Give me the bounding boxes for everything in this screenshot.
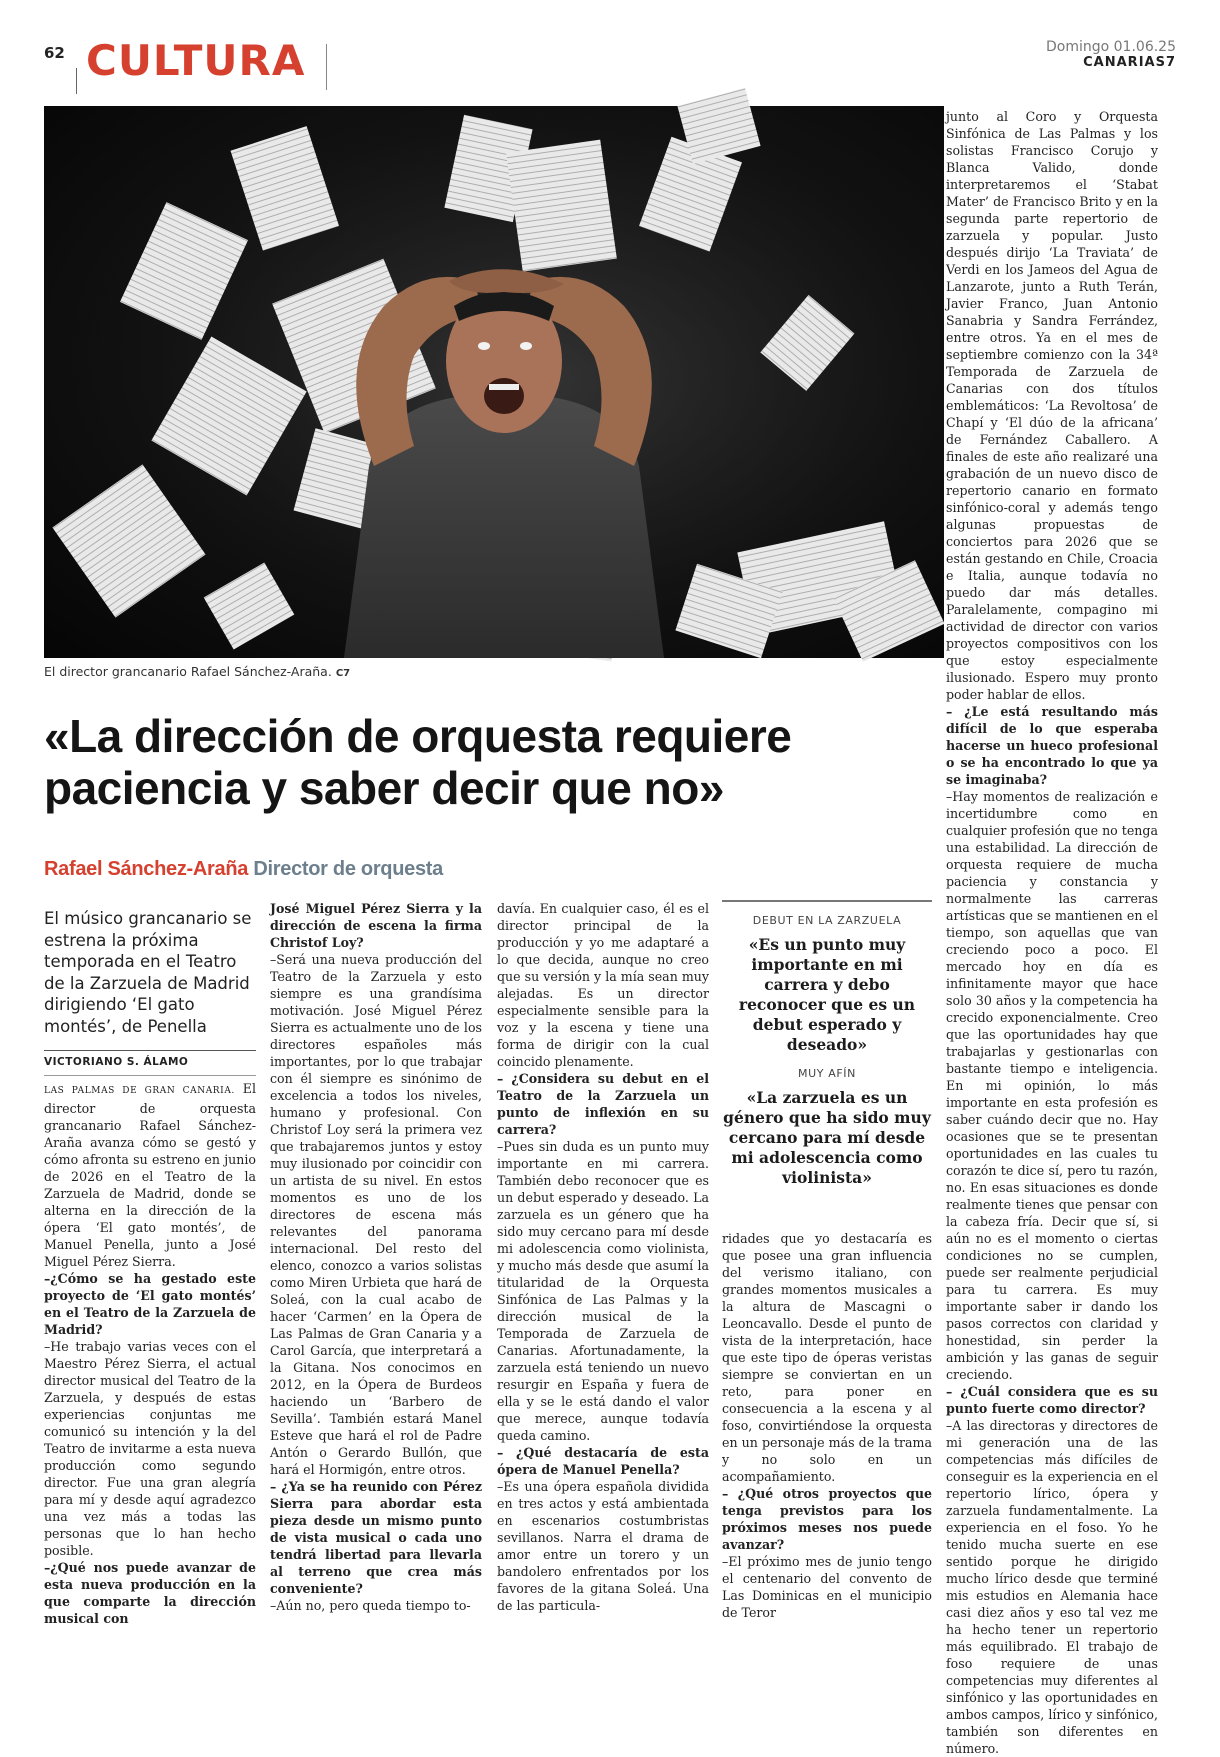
pull-quote: «La zarzuela es un género que ha sido muy cercano para mí desde mi adolescencia como violinista» — [723, 1088, 931, 1187]
answer: –A las directoras y directores de mi generación una de las competencias más difíciles de conseguir es la experiencia en el repertorio lírico, ópera y zarzuela fundamentalmente. La experiencia en el foso. Yo he tenido mucha suerte en ese sentido porque he dirigido mucho lírico desde que terminé mis estudios en Alemania hace casi diez años y eso tal vez me ha hecho tener un repertorio más equilibrado. El trabajo de foso requiere de unas competencias muy diferentes al sinfónico y las oportunidades en ambos campos, lírico y sinfónico, también son diferentes en número. — [946, 1418, 1158, 1756]
question: –¿Qué nos puede avanzar de esta nueva producción en la que comparte la dirección musical con — [44, 1560, 256, 1626]
body-column-4 — [722, 1230, 932, 1621]
photo-caption — [44, 664, 350, 679]
question: – ¿Cuál considera que es su punto fuerte como director? — [946, 1384, 1158, 1416]
answer: –El próximo mes de junio tengo el centenario del convento de Las Dominicas en el municipio de Teror — [722, 1554, 932, 1620]
author-divider-top — [44, 1050, 256, 1051]
interviewee-role: Director de orquesta — [253, 858, 443, 880]
answer: –Será una nueva producción del Teatro de la Zarzuela y esto siempre es una grandísima motivación. José Miguel Pérez Sierra es actualmente uno de los directores españoles más importantes, por lo que trabajar con él siempre es sinónimo de excelencia a todos los niveles, humano y profesional. Con Christof Loy será la primera vez que trabajaremos juntos y estoy muy ilusionado por coincidir con un artista de su nivel. En estos momentos es uno de los directores de escena más relevantes del panorama internacional. Del resto del elenco, conozco a varios solistas como Miren Urbieta que hará de Soleá, con la cual acabo de hacer ‘Carmen’ en la Ópera de Las Palmas de Gran Canaria y a Carol García, que interpretará a la Gitana. Nos conocimos en 2012, en la Ópera de Burdeos haciendo un ‘Barbero de Sevilla’. También estará Manel Esteve que hará el rol de Padre Antón o Gerardo Bullón, que hará el Hormigón, entre otros. — [270, 952, 482, 1477]
newspaper-name: CANARIAS7 — [1083, 55, 1176, 70]
dateline: LAS PALMAS DE GRAN CANARIA. — [44, 1086, 235, 1096]
sidebar-divider — [722, 900, 932, 902]
pull-quote: «Es un punto muy importante en mi carrera y debo reconocer que es un debut esperado y deseado» — [738, 935, 916, 1054]
photo-caption-text: El director grancanario Rafael Sánchez-Araña. — [44, 664, 332, 679]
article-photo — [44, 106, 944, 658]
body-column-5 — [946, 108, 1158, 1757]
answer-continued: ridades que yo destacaría es que posee una gran influencia del verismo italiano, con grandes momentos musicales a la altura de Mascagni o Leoncavallo. Desde el punto de vista de la interpretación, hace que este tipo de óperas veristas siempre se conviertan en un reto, para poner en consecuencia a la escena y al foso, convirtiéndose la orquesta en un personaje más de la trama y no solo en un acompañamiento. — [722, 1231, 932, 1484]
lead-paragraph — [44, 1080, 256, 1270]
header-divider-right — [326, 44, 327, 90]
headline: «La dirección de orquesta requiere paciencia y saber decir que no» — [44, 710, 792, 814]
pull-quote-kicker: MUY AFÍN — [798, 1067, 856, 1080]
pull-quote-kicker: DEBUT EN LA ZARZUELA — [752, 914, 902, 927]
header-divider-left — [76, 68, 77, 94]
answer: –Aún no, pero queda tiempo to- — [270, 1598, 471, 1613]
question: – ¿Qué destacaría de esta ópera de Manuel Penella? — [497, 1445, 709, 1477]
photo-credit: C7 — [335, 668, 351, 679]
question-continued: José Miguel Pérez Sierra y la dirección de escena la firma Christof Loy? — [270, 901, 482, 950]
question: – ¿Le está resultando más difícil de lo que esperaba hacerse un hueco profesional o se ha encontrado lo que ya se imaginaba? — [946, 704, 1158, 787]
question: – ¿Ya se ha reunido con Pérez Sierra para abordar esta pieza desde un mismo punto de vista musical o cada uno tendrá libertad para llevarla al terreno que crea más conveniente? — [270, 1479, 482, 1596]
conductor-figure — [344, 269, 664, 658]
answer-continued: davía. En cualquier caso, él es el director principal de la producción y yo me adaptaré a lo que decida, aunque no creo que su versión y la mía sean muy alejadas. Es un director especialmente sensible para la voz y la escena y tiene una forma de dirigir con la cual coincido plenamente. — [497, 901, 709, 1069]
pull-quotes — [722, 914, 932, 1200]
answer: –Es una ópera española dividida en tres actos y está ambientada en escenarios costumbristas sevillanos. Narra el drama de amor entre un torero y un bandolero enfrentados por los favores de la gitana Soleá. Una de las particula- — [497, 1479, 709, 1613]
article-subtitle: El músico grancanario se estrena la próxima temporada en el Teatro de la Zarzuela de Madrid dirigiendo ‘El gato montés’, de Penella — [44, 909, 252, 1036]
photo-illustration — [44, 106, 944, 658]
body-column-2 — [270, 900, 482, 1614]
issue-date: Domingo 01.06.25 — [1046, 39, 1176, 55]
author-divider-bottom — [44, 1075, 256, 1076]
answer: –Hay momentos de realización e incertidumbre como en cualquier profesión que no tenga una estabilidad. La dirección de orquesta requiere de mucha paciencia y constancia y normalmente las carreras artísticas que se mantienen en el tiempo, son aquellas que van creciendo poco a poco. El mercado hoy en día es infinitamente mayor que hace solo 30 años y la competencia ha crecido exponencialmente. Creo que las oportunidades hay que trabajarlas y gestionarlas con bastante tiempo e inteligencia. En mi opinión, lo más importante en esta profesión es saber cuándo decir que no. Hay ocasiones que se te presentan oportunidades en las cuales tu corazón te dice sí, pero tu razón, no. En esas situaciones es donde realmente tienes que pensar con la cabeza fría. Decir que sí, si aún no es el momento o ciertas condiciones no se cumplen, puede ser realmente perjudicial para tu carrera. Es muy importante saber ir dando los pasos correctos con claridad y honestidad, sin perder la ambición y las ganas de seguir creciendo. — [946, 789, 1158, 1382]
intro-text: El director de orquesta grancanario Rafael Sánchez-Araña avanza cómo se gestó y cómo afronta su estreno en junio de 2026 en el Teatro de la Zarzuela de Madrid, donde se alterna en la dirección de la ópera ‘El gato montés’, de Manuel Penella, junto a José Miguel Pérez Sierra. — [44, 1081, 256, 1269]
interviewee-name: Rafael Sánchez-Araña — [44, 858, 249, 880]
answer-continued: junto al Coro y Orquesta Sinfónica de Las Palmas y los solistas Francisco Corujo y Blanca Valido, donde interpretaremos el ‘Stabat Mater’ de Francisco Brito y en la segunda parte repertorio de zarzuela y popular. Justo después dirijo ‘La Traviata’ de Verdi en los Jameos del Agua de Lanzarote, junto a Ruth Terán, Javier Franco, Juan Antonio Sanabria y Sandra Ferrández, entre otros. Ya en el mes de septiembre comienzo con la 34ª Temporada de Zarzuela de Canarias con dos títulos emblemáticos: ‘La Revoltosa’ de Chapí y ‘El dúo de la africana’ de Fernández Caballero. A finales de este año realizaré una grabación de un nuevo disco de repertorio canario en formato sinfónico-coral y además tengo algunas propuestas de conciertos para 2026 que se están gestando en Chile, Croacia e Italia, aunque todavía no puedo dar más detalles. Paralelamente, compagino mi actividad de director con varios proyectos compositivos con los que estoy especialmente ilusionado. Espero muy pronto poder hablar de ellos. — [946, 109, 1158, 702]
question: – ¿Qué otros proyectos que tenga previstos para los próximos meses nos puede avanzar? — [722, 1486, 932, 1552]
body-column-1 — [44, 1080, 256, 1627]
question: –¿Cómo se ha gestado este proyecto de ‘El gato montés’ en el Teatro de la Zarzuela de Madrid? — [44, 1271, 256, 1337]
section-title: CULTURA — [86, 36, 306, 85]
author-name: VICTORIANO S. ÁLAMO — [44, 1056, 189, 1068]
page-number: 62 — [44, 44, 65, 62]
body-column-3 — [497, 900, 709, 1614]
answer: –He trabajo varias veces con el Maestro Pérez Sierra, el actual director musical del Teatro de la Zarzuela, y después de estas experiencias conjuntas me comunicó su intención y la del Teatro de invitarme a esta nueva producción como segundo director. Fue una gran alegría para mí y desde aquí agradezco una vez más a todas las personas que lo han hecho posible. — [44, 1339, 256, 1558]
question: – ¿Considera su debut en el Teatro de la Zarzuela un punto de inflexión en su carrera? — [497, 1071, 709, 1137]
interviewee-line — [44, 858, 443, 881]
answer: –Pues sin duda es un punto muy importante en mi carrera. También debo reconocer que es un debut esperado y deseado. La zarzuela es un género que ha sido muy cercano para mí desde mi adolescencia como violinista, y mucho más desde que asumí la titularidad de la Orquesta Sinfónica de Las Palmas y la dirección musical de la Temporada de Zarzuela de Canarias. Afortunadamente, la zarzuela está teniendo un nuevo resurgir en España y fuera de ella y se le está dando el valor que merece, aunque todavía queda camino. — [497, 1139, 709, 1443]
